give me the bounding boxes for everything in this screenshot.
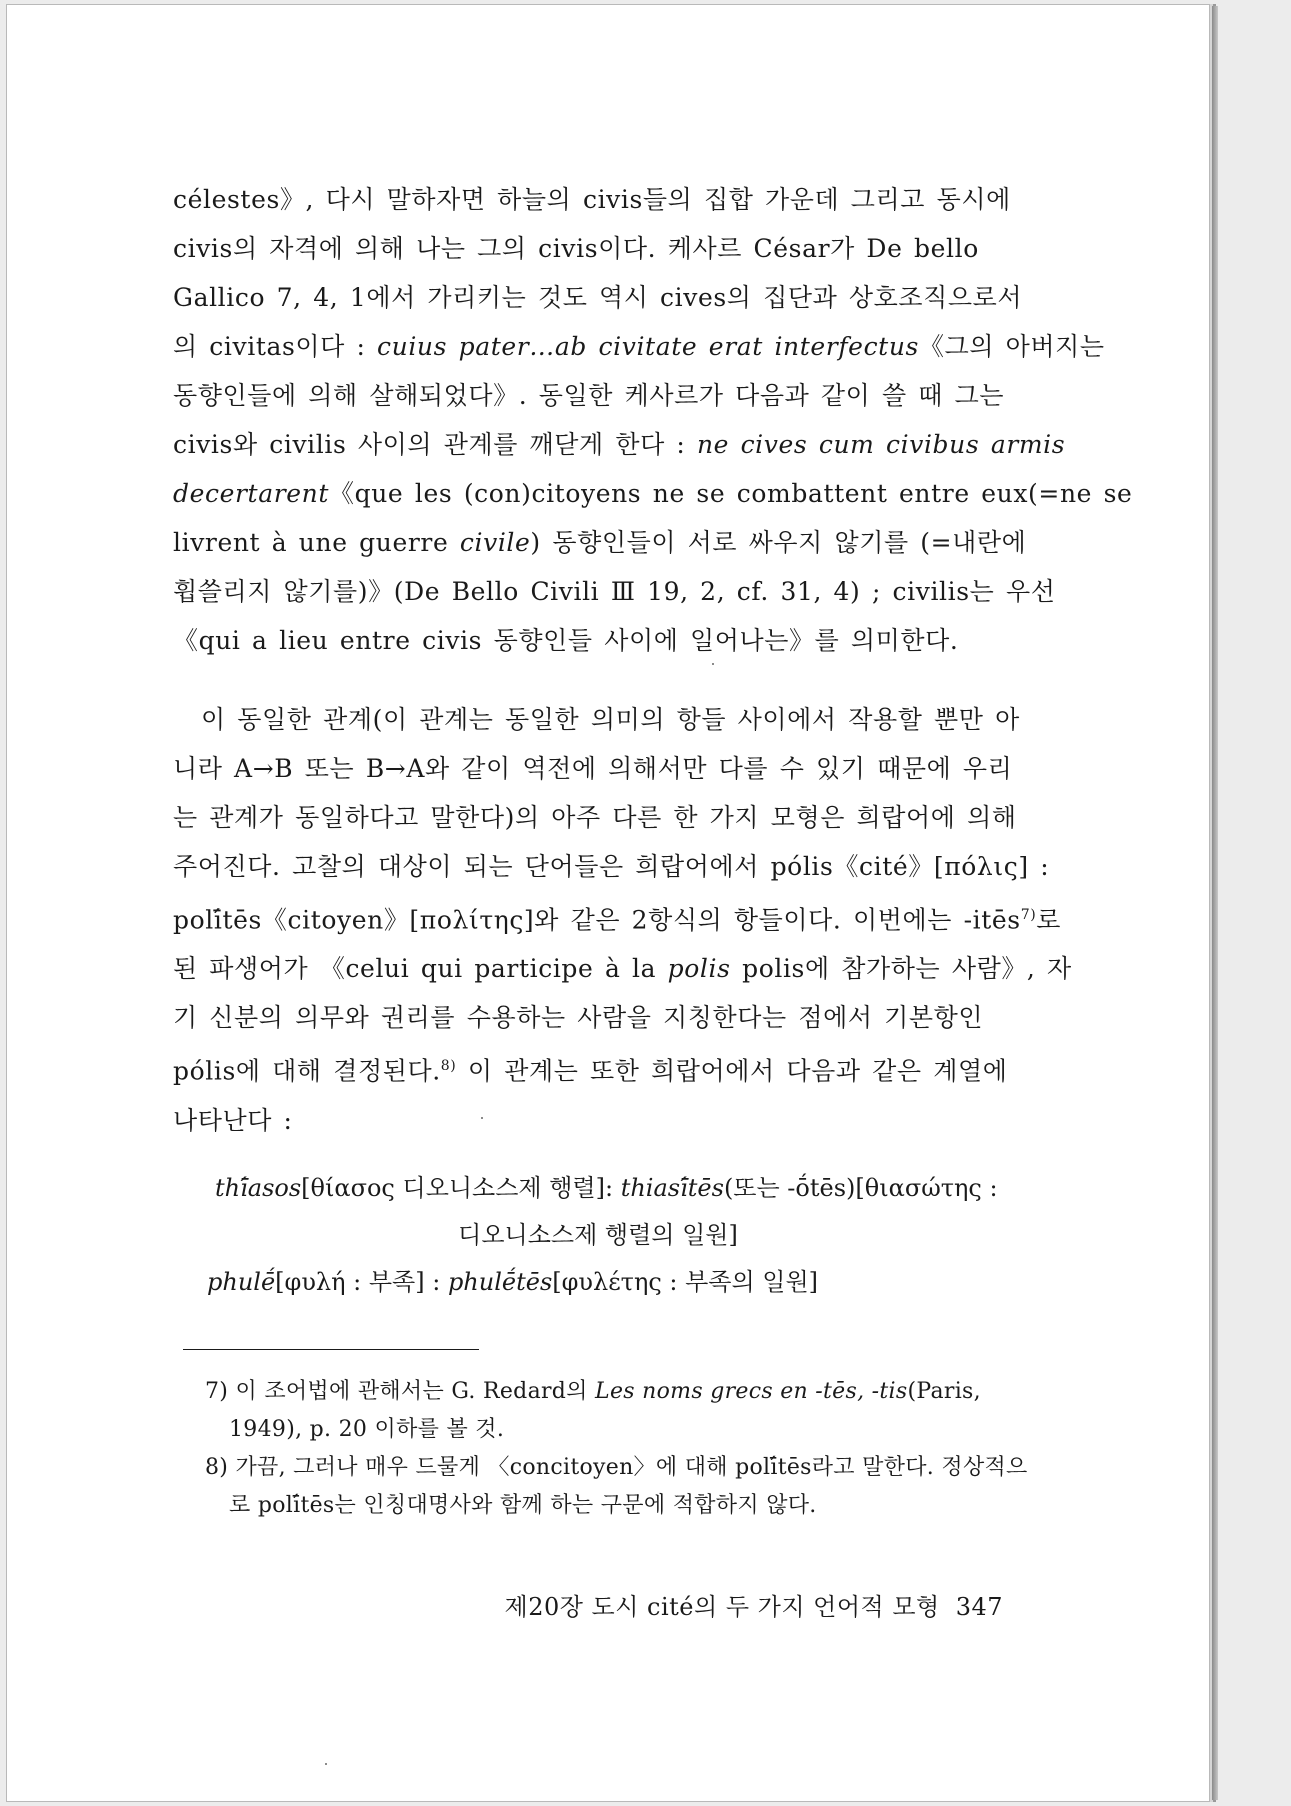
text-line (173, 891, 1062, 944)
page-edge-shadow (1212, 6, 1218, 1800)
text-run: [φυλή : 부족] : (275, 1267, 448, 1296)
latin-quote: cuius pater…ab civitate erat interfectus (377, 332, 919, 361)
running-footer (463, 1589, 1003, 1625)
footnote-8: 8) 가끔, 그러나 매우 드물게 〈concitoyen〉에 대해 polī́tēs라고 말한다. 정상적으 (205, 1455, 1028, 1480)
text-line: 기 신분의 의무와 권리를 수용하는 사람을 지칭한다는 점에서 기본항인 (173, 1003, 984, 1033)
footnote-ref-8: 8) (440, 1058, 457, 1075)
italic-word: polis (667, 954, 731, 984)
text-run: 7) 이 조어법에 관해서는 G. Redard의 (205, 1379, 596, 1404)
example-line (173, 1259, 1023, 1306)
text-run: [φυλέτης : 부족의 일원] (552, 1267, 819, 1296)
text-line: 나타난다 : (173, 1105, 293, 1135)
scan-speck (481, 1117, 483, 1119)
text-line: célestes》, 다시 말하자면 하늘의 civis들의 집합 가운데 그리고 동시에 (173, 185, 1011, 214)
footnote-7 (205, 1373, 1025, 1411)
paragraph-1 (173, 175, 1133, 665)
text-run: 이 관계는 또한 희랍어에서 다음과 같은 계열에 (456, 1056, 1008, 1086)
footnote-ref-7: 7) (1020, 907, 1037, 923)
text-run: civis와 civilis 사이의 관계를 깨닫게 한다 : (173, 430, 697, 459)
text-line (173, 1042, 1023, 1095)
italic-word: civile (459, 528, 531, 557)
scan-speck (712, 663, 714, 665)
text-line: Gallico 7, 4, 1에서 가리키는 것도 역시 cives의 집단과 상호조직으로서 (173, 283, 1023, 312)
latin-quote: decertarent (173, 479, 329, 508)
text-line: 니라 A→B 또는 B→A와 같이 역전에 의해서만 다를 수 있기 때문에 우리 (173, 754, 1013, 783)
text-line (173, 420, 1066, 469)
text-line: 주어진다. 고찰의 대상이 되는 단어들은 희랍어에서 pólis《cité》[πόλις] : (173, 852, 1050, 881)
chapter-title: 제20장 도시 cité의 두 가지 언어적 모형 (504, 1593, 940, 1621)
footnote-8-cont: 로 polī́tēs는 인칭대명사와 함께 하는 구문에 적합하지 않다. (229, 1493, 817, 1518)
text-run: 의 civitas이다 : (173, 332, 378, 361)
text-run: pólis에 대해 결정된다. (173, 1056, 441, 1086)
text-run: (또는 -ṓtēs)[θιασώτης : (723, 1173, 998, 1202)
latin-quote: ne cives cum civibus armis (696, 430, 1066, 459)
text-run: polis에 참가하는 사람》, 자 (730, 954, 1072, 984)
text-line: 는 관계가 동일하다고 말한다)의 아주 다른 한 가지 모형은 희랍어에 의해 (173, 803, 1017, 832)
text-run: 로 (1036, 905, 1062, 935)
text-line: civis의 자격에 의해 나는 그의 civis이다. 케사르 César가 De bello (173, 234, 979, 263)
text-line (173, 944, 1072, 993)
greek-term: phulḗ (207, 1267, 276, 1296)
text-run: 된 파생어가 《celui qui participe à la (173, 954, 668, 984)
text-run: (Paris, (907, 1379, 981, 1404)
text-line (173, 518, 1027, 567)
text-run: livrent à une guerre (173, 528, 460, 557)
example-line (173, 1165, 1023, 1212)
text-run: ) 동향인들이 서로 싸우지 않기를 (=내란에 (530, 528, 1027, 557)
footnote-7-cont: 1949), p. 20 이하를 볼 것. (229, 1417, 505, 1442)
text-line (173, 322, 1105, 371)
text-run: polī́tēs《citoyen》[πολίτης]와 같은 2항식의 항들이다. 이번에는 -itēs (173, 905, 1021, 935)
text-line: 휩쓸리지 않기를)》(De Bello Civili Ⅲ 19, 2, cf. 31, 4) ; civilis는 우선 (173, 577, 1056, 606)
greek-term: thiasī́tēs (620, 1173, 724, 1202)
book-page (6, 4, 1210, 1802)
text-line: 이 동일한 관계(이 관계는 동일한 의미의 항들 사이에서 작용할 뿐만 아 (201, 705, 1020, 734)
text-line: 《qui a lieu entre civis 동향인들 사이에 일어나는》를 의미한다. (173, 626, 959, 655)
footnotes (205, 1373, 1028, 1525)
greek-term: thī́asos (215, 1173, 302, 1202)
example-series (173, 1165, 1023, 1306)
scan-speck (325, 1763, 327, 1765)
text-run: 《그의 아버지는 (918, 332, 1105, 361)
body-text (173, 175, 1133, 1306)
footnote-divider (183, 1349, 479, 1350)
text-line (173, 469, 1133, 518)
example-line: 디오니소스제 행렬의 일원] (458, 1220, 738, 1249)
paragraph-2 (173, 695, 1072, 1145)
text-line: 동향인들에 의해 살해되었다》. 동일한 케사르가 다음과 같이 쓸 때 그는 (173, 381, 1005, 410)
page-number: 347 (955, 1593, 1003, 1621)
book-title: Les noms grecs en -tēs, -tis (595, 1379, 908, 1404)
text-run: [θίασος 디오니소스제 행렬]: (301, 1173, 621, 1202)
greek-term: phulḗtēs (447, 1267, 553, 1296)
text-run: 《que les (con)citoyens ne se combattent entre eux(=ne se (329, 479, 1133, 508)
